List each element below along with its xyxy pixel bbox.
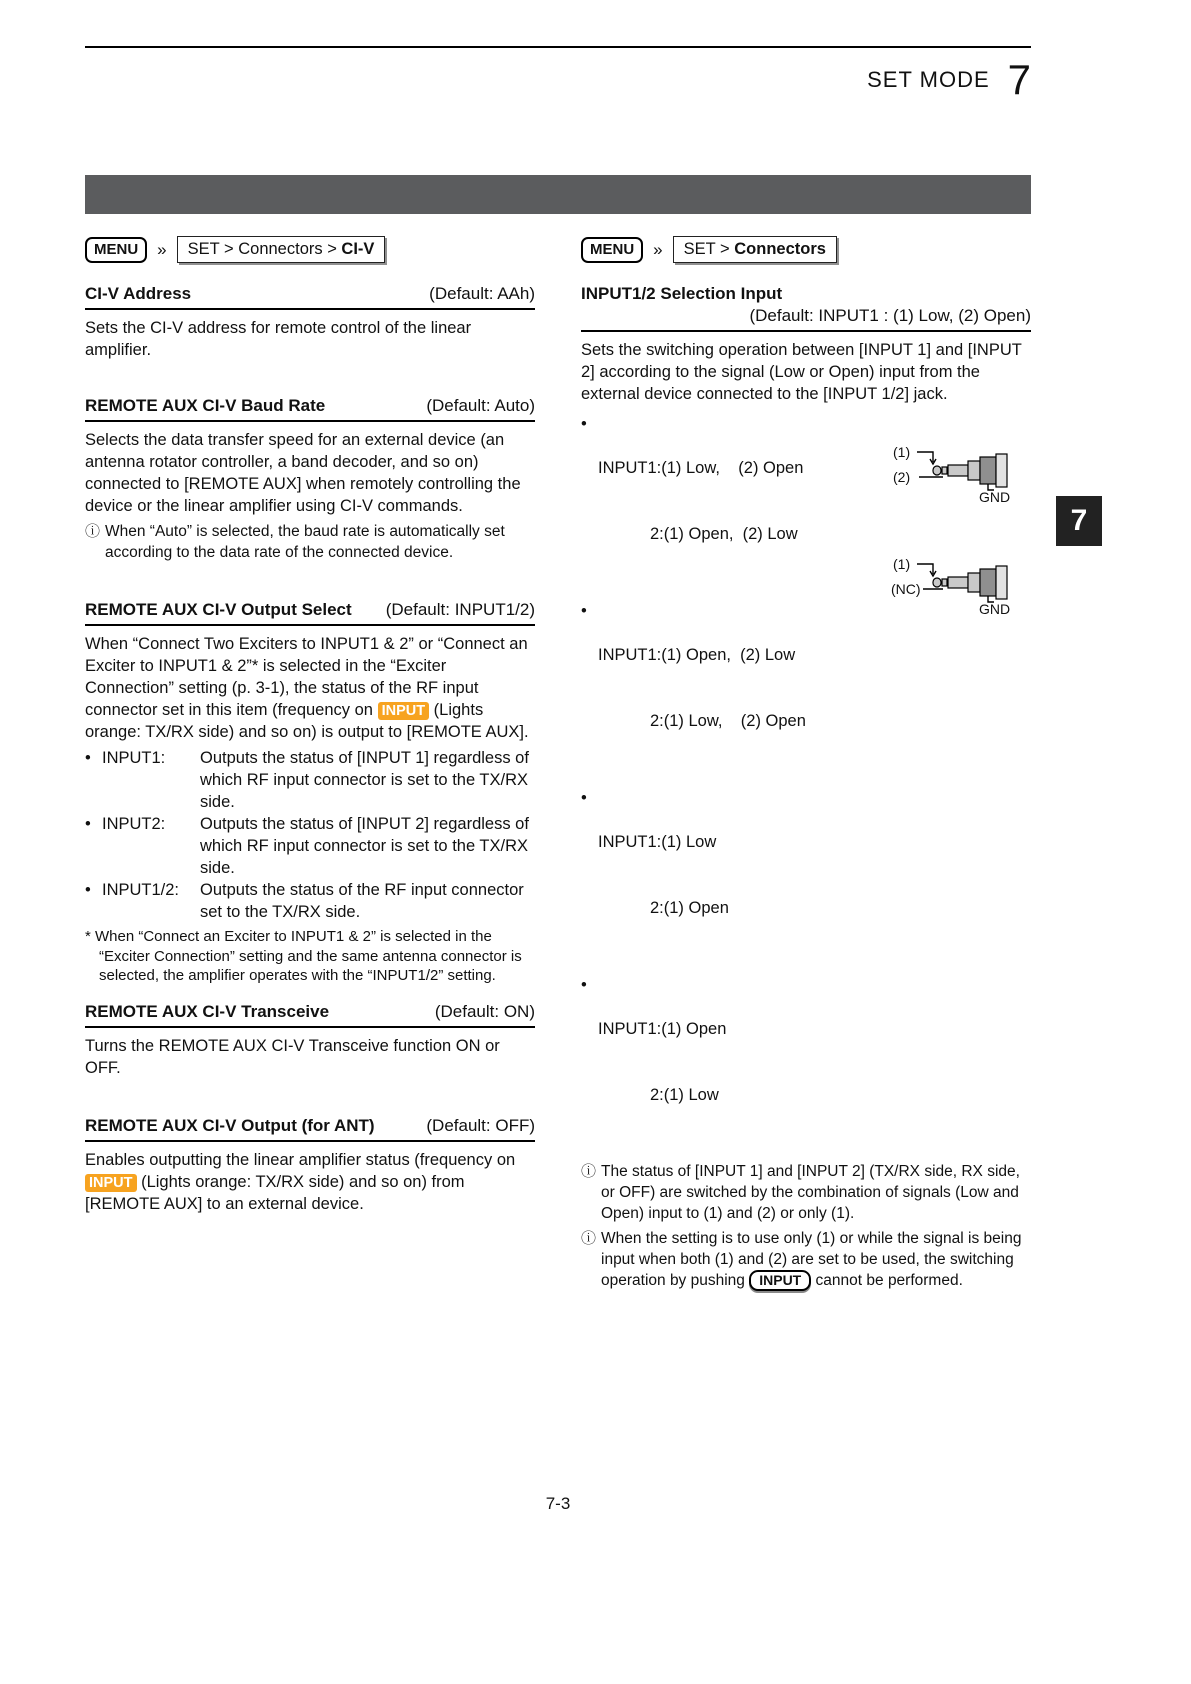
header-rule [85, 46, 1031, 48]
section-heading [85, 395, 535, 422]
section-baud-rate [85, 395, 535, 563]
breadcrumb-civ [85, 236, 535, 263]
list-item [581, 600, 1031, 776]
input-button-badge: INPUT [378, 702, 430, 720]
diagram2-label-2: (NC) [891, 581, 921, 597]
info-icon: ⓘ [85, 523, 101, 540]
breadcrumb-path-current: Connectors [734, 240, 826, 258]
info-note [581, 1228, 1031, 1291]
bullet-icon: • [581, 976, 587, 994]
breadcrumb-arrow-icon: » [157, 239, 167, 259]
footnote: * When “Connect an Exciter to INPUT1 & 2” is selected in the “Exciter Connection” setting and the same antenna connector is selected, the amplifier operates with the “INPUT1/2” setting. [85, 928, 522, 984]
diagram2-label-1: (1) [893, 556, 911, 572]
breadcrumb-path [177, 236, 386, 263]
right-column [581, 236, 1031, 1325]
section-body [85, 633, 535, 743]
jack-diagram-2 [891, 554, 1025, 616]
chapter-title: SET MODE [867, 67, 990, 92]
bullet-lines [598, 600, 1031, 776]
body-text-before: When “Connect Two Exciters to INPUT1 & 2” or “Connect an Exciter to INPUT1 & 2”* is selected in the “Exciter Connection” setting (p. 3-1), the status of the RF input connector set in this item (frequency on [85, 635, 528, 719]
section-body: Selects the data transfer speed for an external device (an antenna rotator controller, a band decoder, and so on) connected to [REMOTE AUX] when remotely controlling the device or the linear amplifier using CI-V commands. [85, 431, 521, 515]
chapter-header [867, 58, 1031, 102]
list-item [85, 813, 535, 879]
notes-block [581, 1161, 1031, 1291]
section-heading [85, 1001, 535, 1028]
section-heading [85, 283, 535, 310]
bullet-line-2: 2:(1) Low, (2) Open [650, 712, 806, 730]
section-heading [85, 1115, 535, 1142]
diagram1-label-2: (2) [893, 469, 911, 485]
note-text: When “Auto” is selected, the baud rate is automatically set according to the data rate of the connected device. [105, 523, 505, 561]
body-text-after: (Lights orange: TX/RX side) and so on) is output to [REMOTE AUX]. [85, 701, 529, 741]
menu-key-badge: MENU [581, 237, 643, 263]
section-default: (Default: INPUT1 : (1) Low, (2) Open) [749, 306, 1031, 325]
info-icon: ⓘ [581, 1230, 597, 1247]
section-body [85, 1149, 535, 1215]
bullet-label: INPUT1: [102, 749, 166, 767]
section-body: Sets the switching operation between [INPUT 1] and [INPUT 2] according to the signal (Low or Open) input from the external device connected to the [INPUT 1/2] jack. [581, 341, 1022, 403]
input-key-badge: INPUT [749, 1270, 811, 1291]
section-default: (Default: ON) [434, 1001, 535, 1021]
bullet-icon: • [85, 881, 91, 899]
section-title: INPUT1/2 Selection Input [581, 284, 783, 303]
bullet-label: INPUT2: [102, 815, 166, 833]
bullet-icon: • [581, 602, 587, 620]
section-default: (Default: Auto) [426, 396, 535, 415]
section-output-for-ant [85, 1115, 535, 1215]
bullet-line-1: INPUT1:(1) Low, (2) Open [598, 459, 804, 477]
section-title: CI-V Address [85, 284, 192, 303]
section-title: REMOTE AUX CI-V Baud Rate [85, 396, 326, 415]
section-title: REMOTE AUX CI-V Output (for ANT) [85, 1115, 375, 1135]
breadcrumb-path-current: CI-V [341, 240, 375, 258]
info-icon: ⓘ [581, 1163, 597, 1180]
bullet-line-1: INPUT1:(1) Open [598, 1020, 727, 1038]
list-item [581, 787, 1031, 963]
breadcrumb-path-prefix: SET > [683, 240, 735, 258]
bullet-line-1: INPUT1:(1) Low [598, 833, 717, 851]
breadcrumb-arrow-icon: » [653, 239, 663, 259]
bullet-list [581, 413, 1031, 1150]
list-item [581, 974, 1031, 1150]
section-input-selection [581, 283, 1031, 1291]
page-number: 7-3 [545, 1494, 571, 1513]
section-title: REMOTE AUX CI-V Output Select [85, 600, 352, 619]
section-body: Sets the CI-V address for remote control of the linear amplifier. [85, 319, 472, 359]
bullet-text: Outputs the status of [INPUT 2] regardless of which RF input connector is set to the TX/RX side. [200, 815, 529, 877]
info-note [581, 1161, 1031, 1224]
section-title: REMOTE AUX CI-V Transceive [85, 1001, 330, 1021]
bullet-lines [598, 974, 1031, 1150]
bullet-line-2: 2:(1) Open, (2) Low [650, 525, 798, 543]
bullet-icon: • [85, 815, 91, 833]
jack-diagram-1 [891, 442, 1025, 504]
breadcrumb-connectors [581, 236, 1031, 263]
diagram1-gnd-label: GND [979, 489, 1011, 504]
diagram1-label-1: (1) [893, 444, 911, 460]
breadcrumb-path-prefix: SET > Connectors > [187, 240, 342, 258]
section-output-select [85, 599, 535, 986]
section-banner [85, 175, 1031, 214]
diagram2-gnd-label: GND [979, 601, 1011, 616]
bullet-text: Outputs the status of the RF input connector set to the TX/RX side. [200, 881, 524, 921]
bullet-icon: • [581, 415, 587, 433]
section-default: (Default: OFF) [426, 1115, 535, 1135]
chapter-tab [1056, 496, 1102, 546]
note-text: The status of [INPUT 1] and [INPUT 2] (TX/RX side, RX side, or OFF) are switched by the combination of signals (Low and Open) input to (1) and (2) or only (1). [601, 1163, 1020, 1222]
list-item [85, 879, 535, 923]
info-note [85, 521, 535, 563]
note-text-before: When the setting is to use only (1) or while the signal is being input when both (1) and (2) are set to be used, the switching operation by pushing [601, 1230, 1022, 1289]
body-text-before: Enables outputting the linear amplifier status (frequency on [85, 1150, 516, 1169]
bullet-label: INPUT1/2: [102, 881, 180, 899]
bullet-line-2: 2:(1) Open [650, 899, 729, 917]
section-transceive [85, 1001, 535, 1079]
section-heading [581, 283, 1031, 332]
input-button-badge: INPUT [85, 1174, 137, 1192]
bullet-text: Outputs the status of [INPUT 1] regardless of which RF input connector is set to the TX/RX side. [200, 749, 529, 811]
menu-key-badge: MENU [85, 237, 147, 263]
section-body: Turns the REMOTE AUX CI-V Transceive function ON or OFF. [85, 1036, 500, 1077]
section-heading [85, 599, 535, 626]
bullet-line-2: 2:(1) Low [650, 1086, 719, 1104]
chapter-tab-number: 7 [1070, 504, 1088, 537]
list-item [85, 747, 535, 813]
bullet-icon: • [581, 789, 587, 807]
note-text [601, 1228, 1031, 1291]
section-default: (Default: AAh) [429, 284, 535, 303]
bullet-lines [598, 787, 1031, 963]
body-text-after: (Lights orange: TX/RX side) and so on) from [REMOTE AUX] to an external device. [85, 1172, 465, 1213]
chapter-number: 7 [1007, 56, 1031, 103]
bullet-icon: • [85, 749, 91, 767]
section-civ-address [85, 283, 535, 361]
bullet-list [85, 747, 535, 923]
left-column [85, 236, 535, 1249]
bullet-line-1: INPUT1:(1) Open, (2) Low [598, 646, 796, 664]
breadcrumb-path [673, 236, 837, 263]
section-default: (Default: INPUT1/2) [385, 600, 535, 619]
note-text-after: cannot be performed. [815, 1272, 963, 1289]
